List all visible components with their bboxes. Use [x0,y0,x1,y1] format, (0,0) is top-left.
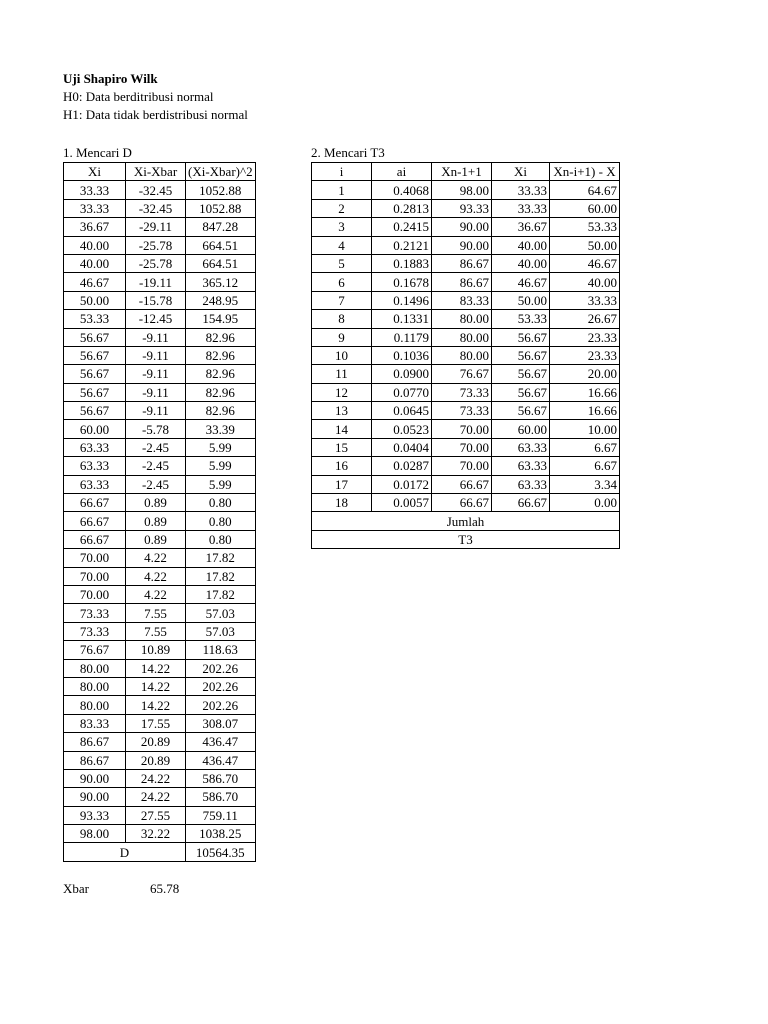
table-row [64,310,256,328]
table-cell: 17.82 [186,567,256,585]
table-cell: 24.22 [126,788,186,806]
table-row [64,199,256,217]
table-cell: 0.2121 [372,236,432,254]
table-row [312,218,620,236]
table-cell: 86.67 [64,733,126,751]
table-cell: 0.80 [186,512,256,530]
table-cell: 36.67 [64,218,126,236]
table-cell: 202.26 [186,659,256,677]
table-cell: -9.11 [126,328,186,346]
table-row [312,291,620,309]
table-cell: 0.89 [126,530,186,548]
table-cell: 0.1179 [372,328,432,346]
jumlah-row [312,512,620,530]
table-row [64,494,256,512]
table-cell: 82.96 [186,328,256,346]
table-cell: 63.33 [64,475,126,493]
table-row [64,236,256,254]
table-cell: 33.33 [64,199,126,217]
table-cell: 118.63 [186,641,256,659]
table-cell: 56.67 [492,383,550,401]
table-row [312,494,620,512]
table-cell: 82.96 [186,383,256,401]
table-cell: 365.12 [186,273,256,291]
table-row [64,218,256,236]
table-cell: 60.00 [64,420,126,438]
table-row [64,530,256,548]
table-cell: 8 [312,310,372,328]
table-row [312,420,620,438]
table-d-footer [64,843,256,861]
table-cell: 16.66 [550,402,620,420]
table-cell: -9.11 [126,365,186,383]
table-cell: 70.00 [432,438,492,456]
section-label-d: 1. Mencari D [63,145,132,160]
table-cell: 6.67 [550,438,620,456]
table-cell: 3 [312,218,372,236]
table-row [64,273,256,291]
table-cell: 76.67 [64,641,126,659]
table-cell: 73.33 [64,622,126,640]
table-row [312,310,620,328]
table-cell: 46.67 [550,254,620,272]
table-row [64,622,256,640]
column-header: Xi [64,163,126,181]
table-cell: 17.55 [126,714,186,732]
table-cell: 50.00 [550,236,620,254]
table-cell: 33.39 [186,420,256,438]
table-cell: 248.95 [186,291,256,309]
table-cell: 0.89 [126,494,186,512]
table-cell: 53.33 [550,218,620,236]
table-row [64,567,256,585]
table-cell: 70.00 [432,420,492,438]
table-cell: -25.78 [126,254,186,272]
table-cell: 27.55 [126,806,186,824]
table-cell: 0.0523 [372,420,432,438]
table-row [64,254,256,272]
table-cell: 154.95 [186,310,256,328]
table-cell: 0.0057 [372,494,432,512]
table-row [64,346,256,364]
table-cell: 5.99 [186,457,256,475]
table-cell: 83.33 [432,291,492,309]
table-cell: 90.00 [432,236,492,254]
table-cell: 80.00 [64,659,126,677]
table-row [64,383,256,401]
table-row [64,475,256,493]
table-cell: 83.33 [64,714,126,732]
table-cell: 63.33 [64,438,126,456]
table-cell: 436.47 [186,751,256,769]
table-cell: 50.00 [64,291,126,309]
table-cell: 33.33 [64,181,126,199]
table-cell: 20.00 [550,365,620,383]
table-cell: 5 [312,254,372,272]
table-row [312,346,620,364]
table-cell: 57.03 [186,604,256,622]
table-cell: 7 [312,291,372,309]
table-cell: 6 [312,273,372,291]
table-cell: 4.22 [126,567,186,585]
table-cell: 202.26 [186,677,256,695]
table-cell: 73.33 [64,604,126,622]
document-title: Uji Shapiro Wilk [63,71,158,86]
table-cell: 70.00 [64,585,126,603]
table-cell: 16 [312,457,372,475]
table-row [64,438,256,456]
table-cell: 10 [312,346,372,364]
table-cell: 40.00 [492,254,550,272]
table-cell: 0.2415 [372,218,432,236]
table-row [64,604,256,622]
table-cell: 0.80 [186,530,256,548]
table-cell: 10.89 [126,641,186,659]
table-cell: 63.33 [492,475,550,493]
table-cell: 11 [312,365,372,383]
table-cell: 0.0404 [372,438,432,456]
table-row [64,751,256,769]
header-row [64,163,256,181]
table-cell: -32.45 [126,181,186,199]
table-row [312,236,620,254]
column-header: Xn-i+1) - X [550,163,620,181]
table-cell: 1052.88 [186,199,256,217]
table-row [64,714,256,732]
table-cell: 17.82 [186,549,256,567]
table-cell: 80.00 [432,328,492,346]
table-row [64,788,256,806]
table-cell: 66.67 [492,494,550,512]
table-cell: 15 [312,438,372,456]
table-cell: 60.00 [550,199,620,217]
table-cell: 7.55 [126,604,186,622]
table-cell: 40.00 [64,254,126,272]
table-cell: 56.67 [492,328,550,346]
table-cell: 308.07 [186,714,256,732]
table-cell: 23.33 [550,328,620,346]
table-cell: 0.89 [126,512,186,530]
table-cell: 66.67 [64,494,126,512]
table-cell: -32.45 [126,199,186,217]
table-cell: 80.00 [432,346,492,364]
table-cell: 2 [312,199,372,217]
table-cell: 32.22 [126,825,186,843]
table-cell: 56.67 [492,402,550,420]
table-cell: 24.22 [126,769,186,787]
table-cell: 0.1678 [372,273,432,291]
table-cell: 53.33 [64,310,126,328]
table-cell: 16.66 [550,383,620,401]
table-cell: 0.00 [550,494,620,512]
table-cell: -29.11 [126,218,186,236]
table-cell: -15.78 [126,291,186,309]
table-cell: 14.22 [126,696,186,714]
xbar-label: Xbar [63,881,89,896]
table-row [312,254,620,272]
table-cell: 98.00 [432,181,492,199]
table-cell: 70.00 [432,457,492,475]
table-cell: 86.67 [432,273,492,291]
table-cell: 664.51 [186,236,256,254]
table-row [64,696,256,714]
table-cell: 46.67 [492,273,550,291]
table-row [64,402,256,420]
table-cell: -19.11 [126,273,186,291]
table-cell: 17 [312,475,372,493]
table-cell: 64.67 [550,181,620,199]
table-cell: 80.00 [64,696,126,714]
table-row [64,420,256,438]
table-row [64,806,256,824]
table-cell: 93.33 [432,199,492,217]
table-cell: 18 [312,494,372,512]
table-cell: 664.51 [186,254,256,272]
t3-row [312,530,620,548]
table-cell: 63.33 [64,457,126,475]
table-cell: 847.28 [186,218,256,236]
table-cell: 53.33 [492,310,550,328]
table-cell: 56.67 [64,402,126,420]
table-cell: 66.67 [432,475,492,493]
table-cell: 20.89 [126,733,186,751]
table-cell: 66.67 [64,530,126,548]
table-row [64,769,256,787]
table-cell: 4.22 [126,549,186,567]
table-cell: 56.67 [64,383,126,401]
table-cell: 0.0770 [372,383,432,401]
table-cell: 66.67 [64,512,126,530]
table-cell: 36.67 [492,218,550,236]
table-cell: 17.82 [186,585,256,603]
table-cell: 82.96 [186,365,256,383]
table-cell: 6.67 [550,457,620,475]
hypothesis-h1: H1: Data tidak berdistribusi normal [63,107,248,122]
table-cell: 40.00 [550,273,620,291]
column-header: Xn-1+1 [432,163,492,181]
table-cell: 586.70 [186,769,256,787]
column-header: ai [372,163,432,181]
table-cell: 20.89 [126,751,186,769]
table-row [64,641,256,659]
table-cell: 10.00 [550,420,620,438]
table-row [312,457,620,475]
table-cell: 56.67 [492,346,550,364]
table-cell: 0.0645 [372,402,432,420]
table-cell: 46.67 [64,273,126,291]
table-cell: 0.1331 [372,310,432,328]
table-cell: 0.4068 [372,181,432,199]
table-cell: 70.00 [64,549,126,567]
table-row [312,199,620,217]
table-row [64,585,256,603]
column-header: Xi-Xbar [126,163,186,181]
table-cell: 82.96 [186,346,256,364]
table-cell: 14 [312,420,372,438]
table-cell: 586.70 [186,788,256,806]
table-cell: 60.00 [492,420,550,438]
table-cell: 1052.88 [186,181,256,199]
table-cell: 0.2813 [372,199,432,217]
table-cell: 82.96 [186,402,256,420]
table-cell: 86.67 [64,751,126,769]
table-cell: 73.33 [432,383,492,401]
table-cell: -2.45 [126,475,186,493]
table-cell: 7.55 [126,622,186,640]
table-cell: 56.67 [492,365,550,383]
table-cell: 5.99 [186,475,256,493]
table-row [312,273,620,291]
column-header: i [312,163,372,181]
table-cell: 50.00 [492,291,550,309]
table-row [312,402,620,420]
table-cell: -9.11 [126,346,186,364]
table-cell: 3.34 [550,475,620,493]
table-cell: 14.22 [126,659,186,677]
table-cell: -2.45 [126,457,186,475]
table-row [312,383,620,401]
table-row [64,365,256,383]
table-cell: 86.67 [432,254,492,272]
table-cell: 63.33 [492,438,550,456]
section-label-t3: 2. Mencari T3 [311,145,385,160]
table-cell: 1038.25 [186,825,256,843]
jumlah-label: Jumlah [312,512,620,530]
table-cell: 80.00 [64,677,126,695]
table-row [64,291,256,309]
table-cell: 40.00 [64,236,126,254]
table-cell: -2.45 [126,438,186,456]
table-cell: 759.11 [186,806,256,824]
table-cell: -9.11 [126,383,186,401]
table-cell: 33.33 [492,181,550,199]
table-cell: 66.67 [432,494,492,512]
table-cell: 90.00 [432,218,492,236]
table-row [64,457,256,475]
table-cell: 33.33 [550,291,620,309]
table-row [64,733,256,751]
table-cell: 26.67 [550,310,620,328]
table-cell: 12 [312,383,372,401]
table-cell: -12.45 [126,310,186,328]
table-cell: 56.67 [64,346,126,364]
hypothesis-h0: H0: Data berditribusi normal [63,89,214,104]
table-cell: 9 [312,328,372,346]
footer-label: D [64,843,186,861]
table-row [64,328,256,346]
table-cell: 57.03 [186,622,256,640]
table-cell: 98.00 [64,825,126,843]
table-cell: 80.00 [432,310,492,328]
table-cell: 90.00 [64,769,126,787]
table-row [64,549,256,567]
table-row [64,181,256,199]
table-cell: 0.0287 [372,457,432,475]
table-cell: -5.78 [126,420,186,438]
table-row [64,677,256,695]
table-cell: 90.00 [64,788,126,806]
footer-value: 10564.35 [186,843,256,861]
table-cell: 202.26 [186,696,256,714]
table-row [312,475,620,493]
table-cell: 40.00 [492,236,550,254]
table-cell: 0.1496 [372,291,432,309]
table-cell: 13 [312,402,372,420]
table-cell: -25.78 [126,236,186,254]
table-row [312,438,620,456]
table-row [64,825,256,843]
header-row [312,163,620,181]
table-row [64,659,256,677]
table-cell: 76.67 [432,365,492,383]
table-row [312,328,620,346]
table-cell: 63.33 [492,457,550,475]
table-cell: 4.22 [126,585,186,603]
table-cell: 1 [312,181,372,199]
column-header: Xi [492,163,550,181]
table-cell: 0.0900 [372,365,432,383]
xbar-value: 65.78 [150,881,180,896]
table-cell: 0.1036 [372,346,432,364]
t3-label: T3 [312,530,620,548]
table-cell: -9.11 [126,402,186,420]
table-cell: 33.33 [492,199,550,217]
column-header: (Xi-Xbar)^2 [186,163,256,181]
table-cell: 23.33 [550,346,620,364]
table-t3 [311,162,620,549]
table-row [312,181,620,199]
table-cell: 56.67 [64,328,126,346]
table-cell: 70.00 [64,567,126,585]
table-cell: 14.22 [126,677,186,695]
table-row [64,512,256,530]
table-cell: 56.67 [64,365,126,383]
table-row [312,365,620,383]
table-cell: 0.1883 [372,254,432,272]
table-cell: 93.33 [64,806,126,824]
table-cell: 73.33 [432,402,492,420]
table-cell: 0.80 [186,494,256,512]
table-d [63,162,256,862]
table-cell: 0.0172 [372,475,432,493]
table-cell: 5.99 [186,438,256,456]
table-cell: 4 [312,236,372,254]
table-cell: 436.47 [186,733,256,751]
